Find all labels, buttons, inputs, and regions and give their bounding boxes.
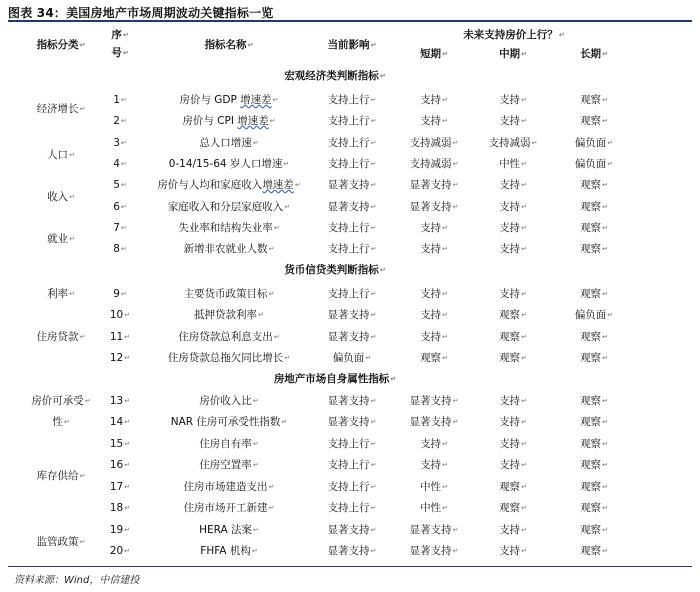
header-future: 未来支持房价上行？ ↵ — [463, 28, 564, 42]
header-name: 指标名称 ↵ — [205, 38, 254, 52]
bottom-rule — [8, 566, 692, 567]
row-short-term: 支持 ↵ — [420, 330, 448, 344]
header-category: 指标分类 ↵ — [37, 38, 86, 52]
source-note: 资料来源：Wind，中信建投 — [14, 575, 140, 586]
row-long-term: 观察 ↵ — [580, 221, 608, 235]
header-impact: 当前影响 ↵ — [328, 38, 377, 52]
row-indicator-name: 房价收入比 ↵ — [199, 394, 258, 408]
row-short-term: 显著支持 ↵ — [410, 200, 459, 214]
row-current-impact: 支持上行 ↵ — [328, 136, 377, 150]
row-mid-term: 支持减弱 ↵ — [489, 136, 538, 150]
row-short-term: 支持 ↵ — [420, 114, 448, 128]
row-indicator-name: 住房市场建造支出 ↵ — [184, 480, 275, 494]
header-long: 长期 ↵ — [580, 47, 608, 61]
row-mid-term: 观察 ↵ — [499, 308, 527, 322]
category-employment: 就业 ↵ — [47, 232, 75, 246]
row-short-term: 支持 ↵ — [420, 308, 448, 322]
row-current-impact: 支持上行 ↵ — [328, 437, 377, 451]
row-number: 4 ↵ — [113, 157, 127, 171]
row-short-term: 支持 ↵ — [420, 458, 448, 472]
row-current-impact: 显著支持 ↵ — [328, 308, 377, 322]
row-long-term: 偏负面 ↵ — [575, 136, 613, 150]
category-income: 收入 ↵ — [47, 190, 75, 204]
row-short-term: 中性 ↵ — [420, 480, 448, 494]
row-mid-term: 支持 ↵ — [499, 221, 527, 235]
category-growth: 经济增长 ↵ — [37, 102, 86, 116]
row-indicator-name: 住房贷款总拖欠同比增长 ↵ — [168, 351, 290, 365]
title-rule — [8, 20, 692, 22]
row-long-term: 观察 ↵ — [580, 458, 608, 472]
category-affordability-line1: 房价可承受 ↵ — [31, 394, 90, 408]
row-short-term: 显著支持 ↵ — [410, 415, 459, 429]
section-property: 房地产市场自身属性指标 ↵ — [274, 372, 396, 386]
row-mid-term: 支持 ↵ — [499, 544, 527, 558]
row-indicator-name: 房价与 CPI 增速差 ↵ — [182, 114, 275, 128]
row-indicator-name: 房价与 GDP 增速差 ↵ — [179, 93, 278, 107]
row-mid-term: 支持 ↵ — [499, 287, 527, 301]
row-mid-term: 观察 ↵ — [499, 480, 527, 494]
row-number: 20 ↵ — [110, 544, 130, 558]
row-current-impact: 支持上行 ↵ — [328, 114, 377, 128]
row-long-term: 观察 ↵ — [580, 394, 608, 408]
row-mid-term: 支持 ↵ — [499, 458, 527, 472]
row-long-term: 观察 ↵ — [580, 114, 608, 128]
row-long-term: 观察 ↵ — [580, 544, 608, 558]
row-long-term: 观察 ↵ — [580, 93, 608, 107]
row-number: 11 ↵ — [110, 330, 130, 344]
category-inventory: 库存供给 ↵ — [37, 469, 86, 483]
row-current-impact: 支持上行 ↵ — [328, 501, 377, 515]
category-rate: 利率 ↵ — [47, 287, 75, 301]
row-number: 1 ↵ — [113, 93, 127, 107]
category-affordability-line2: 性 ↵ — [52, 415, 69, 429]
row-current-impact: 支持上行 ↵ — [328, 221, 377, 235]
row-short-term: 显著支持 ↵ — [410, 178, 459, 192]
row-long-term: 观察 ↵ — [580, 437, 608, 451]
header-seq-line2: 号 ↵ — [111, 46, 128, 60]
row-current-impact: 支持上行 ↵ — [328, 242, 377, 256]
row-long-term: 偏负面 ↵ — [575, 308, 613, 322]
row-short-term: 中性 ↵ — [420, 501, 448, 515]
row-number: 13 ↵ — [110, 394, 130, 408]
row-short-term: 支持 ↵ — [420, 242, 448, 256]
row-number: 19 ↵ — [110, 523, 130, 537]
row-short-term: 支持 ↵ — [420, 287, 448, 301]
row-long-term: 观察 ↵ — [580, 242, 608, 256]
row-current-impact: 显著支持 ↵ — [328, 200, 377, 214]
header-seq-line1: 序 ↵ — [111, 28, 128, 42]
row-number: 2 ↵ — [113, 114, 127, 128]
row-number: 17 ↵ — [110, 480, 130, 494]
row-short-term: 支持 ↵ — [420, 93, 448, 107]
row-indicator-name: 抵押贷款利率 ↵ — [194, 308, 264, 322]
row-mid-term: 支持 ↵ — [499, 242, 527, 256]
row-indicator-name: 0-14/15-64 岁人口增速 ↵ — [169, 157, 290, 171]
row-short-term: 显著支持 ↵ — [410, 523, 459, 537]
row-number: 5 ↵ — [113, 178, 127, 192]
row-indicator-name: 新增非农就业人数 ↵ — [184, 242, 275, 256]
row-number: 10 ↵ — [110, 308, 130, 322]
row-number: 8 ↵ — [113, 242, 127, 256]
row-indicator-name: 住房市场开工新建 ↵ — [184, 501, 275, 515]
header-mid: 中期 ↵ — [499, 47, 527, 61]
row-indicator-name: 总人口增速 ↵ — [199, 136, 258, 150]
row-short-term: 显著支持 ↵ — [410, 394, 459, 408]
row-indicator-name: 住房自有率 ↵ — [199, 437, 258, 451]
row-long-term: 观察 ↵ — [580, 415, 608, 429]
row-indicator-name: HERA 法案 ↵ — [199, 523, 259, 537]
row-mid-term: 支持 ↵ — [499, 523, 527, 537]
row-short-term: 观察 ↵ — [420, 351, 448, 365]
row-current-impact: 支持上行 ↵ — [328, 458, 377, 472]
row-mid-term: 支持 ↵ — [499, 415, 527, 429]
row-number: 14 ↵ — [110, 415, 130, 429]
row-indicator-name: 房价与人均和家庭收入增速差 ↵ — [157, 178, 300, 192]
row-long-term: 观察 ↵ — [580, 523, 608, 537]
row-long-term: 观察 ↵ — [580, 330, 608, 344]
row-indicator-name: 家庭收入和分层家庭收入 ↵ — [168, 200, 290, 214]
row-current-impact: 显著支持 ↵ — [328, 523, 377, 537]
row-mid-term: 观察 ↵ — [499, 501, 527, 515]
row-mid-term: 观察 ↵ — [499, 351, 527, 365]
row-short-term: 显著支持 ↵ — [410, 544, 459, 558]
row-long-term: 观察 ↵ — [580, 351, 608, 365]
row-current-impact: 支持上行 ↵ — [328, 93, 377, 107]
row-current-impact: 显著支持 ↵ — [328, 330, 377, 344]
row-number: 15 ↵ — [110, 437, 130, 451]
row-current-impact: 偏负面 ↵ — [333, 351, 371, 365]
row-current-impact: 支持上行 ↵ — [328, 287, 377, 301]
row-number: 7 ↵ — [113, 221, 127, 235]
section-credit: 货币信贷类判断指标 ↵ — [284, 263, 385, 277]
header-short: 短期 ↵ — [420, 47, 448, 61]
row-number: 6 ↵ — [113, 200, 127, 214]
row-number: 3 ↵ — [113, 136, 127, 150]
row-mid-term: 支持 ↵ — [499, 200, 527, 214]
category-policy: 监管政策 ↵ — [37, 535, 86, 549]
row-number: 9 ↵ — [113, 287, 127, 301]
row-short-term: 支持 ↵ — [420, 437, 448, 451]
row-mid-term: 中性 ↵ — [499, 157, 527, 171]
section-macro: 宏观经济类判断指标 ↵ — [284, 69, 385, 83]
row-indicator-name: NAR 住房可承受性指数 ↵ — [171, 415, 288, 429]
row-indicator-name: 失业率和结构失业率 ↵ — [178, 221, 279, 235]
row-short-term: 支持 ↵ — [420, 221, 448, 235]
row-mid-term: 支持 ↵ — [499, 178, 527, 192]
row-long-term: 偏负面 ↵ — [575, 157, 613, 171]
row-short-term: 支持减弱 ↵ — [410, 136, 459, 150]
row-long-term: 观察 ↵ — [580, 287, 608, 301]
row-mid-term: 观察 ↵ — [499, 330, 527, 344]
row-current-impact: 支持上行 ↵ — [328, 480, 377, 494]
row-number: 18 ↵ — [110, 501, 130, 515]
row-long-term: 观察 ↵ — [580, 501, 608, 515]
row-short-term: 支持减弱 ↵ — [410, 157, 459, 171]
row-mid-term: 支持 ↵ — [499, 93, 527, 107]
row-mid-term: 支持 ↵ — [499, 394, 527, 408]
category-mortgage: 住房贷款 ↵ — [37, 330, 86, 344]
row-long-term: 观察 ↵ — [580, 178, 608, 192]
row-current-impact: 支持上行 ↵ — [328, 157, 377, 171]
row-indicator-name: FHFA 机构 ↵ — [200, 544, 257, 558]
row-current-impact: 显著支持 ↵ — [328, 394, 377, 408]
row-number: 16 ↵ — [110, 458, 130, 472]
row-mid-term: 支持 ↵ — [499, 114, 527, 128]
row-long-term: 观察 ↵ — [580, 480, 608, 494]
row-mid-term: 支持 ↵ — [499, 437, 527, 451]
row-long-term: 观察 ↵ — [580, 200, 608, 214]
row-current-impact: 显著支持 ↵ — [328, 415, 377, 429]
row-current-impact: 显著支持 ↵ — [328, 178, 377, 192]
row-number: 12 ↵ — [110, 351, 130, 365]
row-current-impact: 显著支持 ↵ — [328, 544, 377, 558]
row-indicator-name: 住房贷款总利息支出 ↵ — [178, 330, 279, 344]
row-indicator-name: 主要货币政策目标 ↵ — [184, 287, 275, 301]
figure-title: 图表 34：美国房地产市场周期波动关键指标一览 — [8, 6, 274, 20]
row-indicator-name: 住房空置率 ↵ — [199, 458, 258, 472]
category-population: 人口 ↵ — [47, 148, 75, 162]
